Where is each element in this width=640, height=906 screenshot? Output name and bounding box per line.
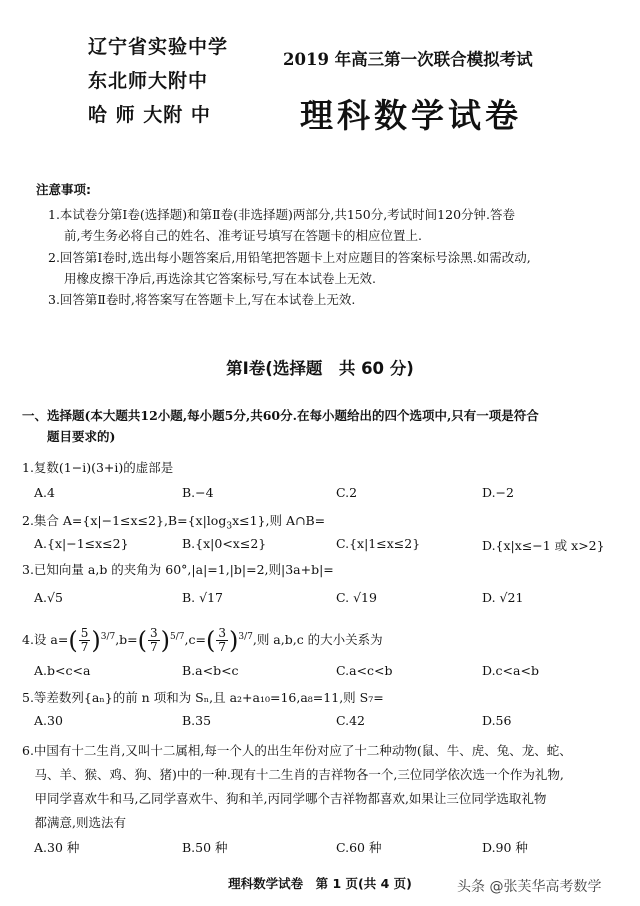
paren: ( — [137, 626, 148, 655]
paren: ( — [68, 626, 78, 655]
fraction: $\frac{3}{7}$ — [150, 626, 158, 655]
exponent: 3/7 — [238, 632, 253, 642]
question-4-stem — [22, 620, 628, 654]
option-b: B. √17 — [182, 590, 224, 605]
option-b: B.35 — [182, 713, 212, 728]
fraction: $\frac{3}{7}$ — [218, 626, 226, 655]
notes-heading: 注意事项: — [36, 182, 91, 197]
question-intro — [22, 405, 628, 447]
option-a: A.√5 — [34, 590, 63, 605]
paren: ) — [160, 626, 171, 655]
fraction: $\frac{5}{7}$ — [80, 626, 89, 655]
question-1-stem: 1.复数(1−i)(3+i)的虚部是 — [22, 460, 174, 475]
q6-line: 6.中国有十二生肖,又叫十二属相,每一个人的出生年份对应了十二种动物(鼠、牛、虎、兔、龙、蛇、 — [22, 743, 572, 758]
q6-line: 马、羊、猴、鸡、狗、猪)中的一种.现有十二生肖的吉祥物各一个,三位同学依次选一个作为礼物, — [22, 767, 564, 782]
note-line: 2.回答第Ⅰ卷时,选出每小题答案后,用铅笔把答题卡上对应题目的答案标号涂黑.如需改动, — [48, 249, 531, 265]
paren: ) — [229, 626, 239, 655]
option-b: B.−4 — [182, 485, 214, 500]
option-d: D.−2 — [482, 485, 514, 500]
option-d: D.90 种 — [482, 840, 528, 855]
exponent: 5/7 — [170, 632, 185, 642]
intro-line: 题目要求的) — [22, 429, 116, 444]
option-a: A.4 — [34, 485, 55, 500]
question-5-stem: 5.等差数列{aₙ}的前 n 项和为 Sₙ,且 a₂+a₁₀=16,a₈=11,则 S₇= — [22, 690, 384, 705]
question-2-options — [34, 536, 628, 556]
option-b: B.{x|0<x≤2} — [182, 536, 267, 551]
question-3-options — [34, 590, 628, 610]
option-d: D.{x|x≤−1 或 x>2} — [482, 538, 605, 553]
school-name: 哈 师 大附 中 — [88, 104, 211, 126]
option-c: C.42 — [336, 713, 365, 728]
notes-block — [48, 204, 616, 310]
option-b: B.a<b<c — [182, 663, 239, 678]
exam-subtitle: 2019 年高三第一次联合模拟考试 — [283, 50, 533, 69]
q6-line: 都满意,则选法有 — [22, 815, 126, 830]
q2-stem-part: x≤1},则 A∩B= — [232, 513, 326, 528]
option-a: A.30 — [34, 713, 63, 728]
school-name: 东北师大附中 — [88, 70, 209, 92]
exam-title: 理科数学试卷 — [300, 96, 522, 135]
q2-stem-part: 2.集合 A={x|−1≤x≤2},B={x|log — [22, 513, 227, 528]
question-5-options — [34, 713, 628, 733]
q4-prefix: 4.设 a= — [22, 632, 69, 648]
exponent: 3/7 — [100, 632, 116, 642]
paren: ( — [205, 626, 216, 655]
question-6-stem — [22, 739, 628, 835]
option-d: D. √21 — [482, 590, 524, 605]
option-c: C.2 — [336, 485, 358, 500]
question-2-stem — [22, 511, 628, 532]
note-line: 3.回答第Ⅱ卷时,将答案写在答题卡上,写在本试卷上无效. — [48, 292, 356, 308]
q4-suffix: ,则 a,b,c 的大小关系为 — [252, 632, 383, 648]
option-c: C.60 种 — [336, 840, 382, 855]
page-footer: 理科数学试卷 第 1 页(共 4 页) — [228, 876, 412, 891]
school-list — [88, 30, 268, 132]
question-6-options — [34, 838, 628, 858]
school-name: 辽宁省实验中学 — [88, 36, 229, 58]
option-a: A.30 种 — [34, 840, 80, 855]
question-1-options — [34, 485, 628, 505]
question-3-stem: 3.已知向量 a,b 的夹角为 60°,|a|=1,|b|=2,则|3a+b|= — [22, 562, 334, 577]
watermark: 头条 @张芙华高考数学 — [457, 879, 602, 895]
option-c: C.a<c<b — [336, 663, 393, 678]
note-line: 1.本试卷分第Ⅰ卷(选择题)和第Ⅱ卷(非选择题)两部分,共150分,考试时间120分钟.答卷 — [48, 207, 516, 222]
intro-line: 一、选择题(本大题共12小题,每小题5分,共60分.在每小题给出的四个选项中,只有一项是符合 — [22, 408, 539, 423]
q4-label: ,c= — [184, 632, 206, 648]
option-a: A.b<c<a — [34, 663, 91, 678]
option-b: B.50 种 — [182, 840, 228, 855]
option-d: D.56 — [482, 713, 512, 728]
note-line: 用橡皮擦干净后,再选涂其它答案标号,写在本试卷上无效. — [64, 270, 376, 286]
q6-line: 甲同学喜欢牛和马,乙同学喜欢牛、狗和羊,丙同学哪个吉祥物都喜欢,如果让三位同学选取礼物 — [22, 791, 547, 806]
option-c: C.{x|1≤x≤2} — [336, 536, 421, 551]
section-title: 第Ⅰ卷(选择题 共 60 分) — [226, 359, 414, 378]
option-c: C. √19 — [336, 590, 377, 605]
log-base: 3 — [226, 521, 233, 532]
paren: ) — [91, 626, 101, 655]
option-d: D.c<a<b — [482, 663, 539, 678]
q4-label: ,b= — [115, 632, 138, 648]
question-4-options — [34, 663, 628, 683]
note-line: 前,考生务必将自己的姓名、准考证号填写在答题卡的相应位置上. — [64, 228, 422, 244]
option-a: A.{x|−1≤x≤2} — [34, 536, 129, 551]
